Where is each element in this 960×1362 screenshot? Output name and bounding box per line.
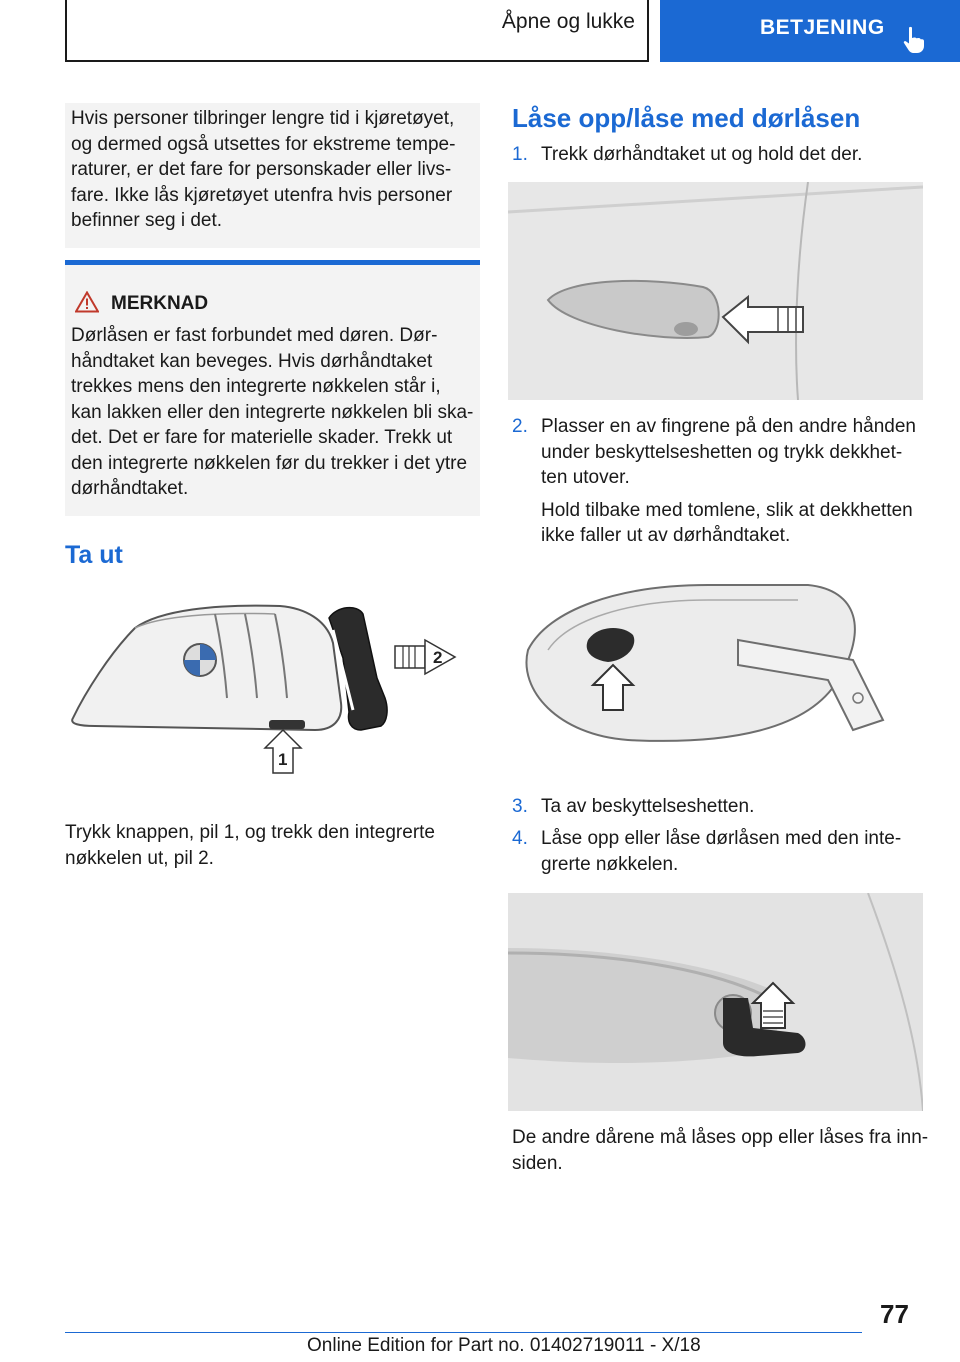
step-number: 1. <box>512 144 528 165</box>
step-4 <box>512 826 922 877</box>
warning-line: fare. Ikke lås kjøretøyet utenfra hvis personer <box>71 184 453 206</box>
header-section-tab <box>65 0 649 62</box>
note-line: dørhåndtaket. <box>71 478 189 499</box>
key-arrow-2-label: 2 <box>433 648 443 667</box>
step-text-line: ikke faller ut av dørhåndtaket. <box>541 525 791 546</box>
warning-line: raturer, er det fare for personskader eller livs- <box>71 159 452 180</box>
note-line: det. Det er fare for materielle skader. Trekk ut <box>71 427 453 448</box>
step-3 <box>512 794 755 820</box>
step-text-line: grerte nøkkelen. <box>541 853 679 875</box>
note-line: kan lakken eller den integrerte nøkkelen bli ska- <box>71 401 474 423</box>
hand-pointer-icon <box>902 26 926 54</box>
step-text: Ta av beskyttelseshetten. <box>541 796 755 817</box>
note-line: Dørlåsen er fast forbundet med døren. Dør- <box>71 325 438 346</box>
step-number: 2. <box>512 416 528 437</box>
note-line: håndtaket kan beveges. Hvis dørhåndtaket <box>71 350 433 372</box>
warning-line: Hvis personer tilbringer lengre tid i kjøretøyet, <box>71 108 455 129</box>
step-text-line: Plasser en av fingrene på den andre hånden <box>541 416 916 437</box>
instruction-line: nøkkelen ut, pil 2. <box>65 847 214 869</box>
page-number: 77 <box>880 1299 909 1329</box>
note-line: den integrerte nøkkelen før du trekker i det ytre <box>71 452 468 474</box>
note-line: trekkes mens den integrerte nøkkelen står i, <box>71 376 441 397</box>
warning-triangle-icon <box>75 291 99 313</box>
header-chapter-title: BETJENING <box>760 16 885 39</box>
header-chapter-tab <box>660 0 960 62</box>
footer-divider <box>65 1332 862 1333</box>
step-1 <box>512 142 863 168</box>
instruction-line: Trykk knappen, pil 1, og trekk den integrerte <box>65 822 435 843</box>
closing-line: De andre dårene må låses opp eller låses fra inn- <box>512 1127 929 1148</box>
step-text-line: Hold tilbake med tomlene, slik at dekkhetten <box>541 499 913 521</box>
step-text: Trekk dørhåndtaket ut og hold det der. <box>541 144 863 165</box>
warning-line: og dermed også utsettes for ekstreme tempe- <box>71 133 456 155</box>
key-illustration <box>65 598 480 783</box>
key-in-lock-photo <box>508 893 923 1111</box>
step-number: 3. <box>512 796 528 817</box>
door-handle-photo <box>508 182 923 400</box>
step-text-line: Låse opp eller låse dørlåsen med den inte- <box>541 828 902 849</box>
warning-continuation-box <box>65 103 480 248</box>
section-title-ta-ut: Ta ut <box>65 541 123 569</box>
note-title: MERKNAD <box>111 293 209 314</box>
step-2 <box>512 414 922 549</box>
step-number: 4. <box>512 828 528 849</box>
closing-line: siden. <box>512 1152 563 1174</box>
header-section-title: Åpne og lukke <box>501 10 635 33</box>
step-text-line: under beskyttelseshetten og trykk dekkhet- <box>541 441 903 463</box>
key-arrow-1-label: 1 <box>278 750 288 769</box>
right-section-title: Låse opp/låse med dørlåsen <box>512 103 861 133</box>
footer-edition: Online Edition for Part no. 01402719011 - X/18 <box>307 1335 701 1356</box>
warning-line: befinner seg i det. <box>71 210 223 231</box>
step-text-line: ten utover. <box>541 467 630 488</box>
note-box <box>65 260 480 516</box>
cap-illustration <box>508 570 923 755</box>
